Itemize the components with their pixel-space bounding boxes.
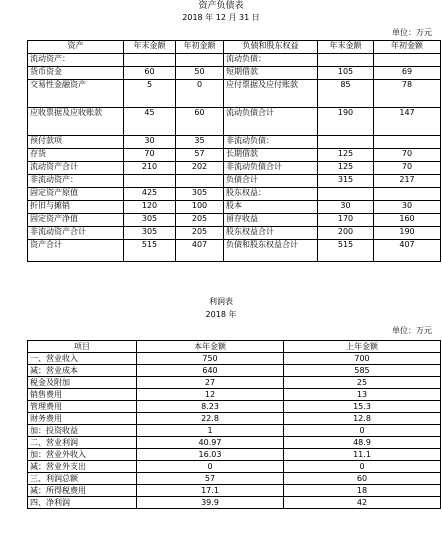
balance-sheet-date: 2018 年 12 月 31 日 (182, 13, 260, 22)
income-statement-cell: 11.1 (284, 449, 441, 461)
balance-sheet-cell: 305 (124, 214, 176, 227)
balance-sheet-cell (374, 188, 441, 201)
balance-sheet-cell: 305 (176, 188, 224, 201)
balance-sheet-row (28, 54, 441, 67)
balance-sheet-cell (374, 136, 441, 149)
income-statement-cell: 27 (137, 377, 284, 389)
balance-sheet-cell: 57 (176, 149, 224, 162)
income-statement-year: 2018 年 (205, 310, 237, 319)
balance-sheet-cell: 负债和股东权益合计 (224, 240, 318, 262)
income-statement-row (28, 401, 441, 413)
income-statement-unit: 单位：万元 (392, 326, 432, 335)
balance-sheet-cell: 60 (176, 108, 224, 136)
balance-sheet-cell: 70 (374, 149, 441, 162)
balance-sheet-header-cell: 年初金额 (176, 41, 224, 54)
balance-sheet-cell: 货币资金 (28, 67, 124, 80)
balance-sheet-row (28, 80, 441, 108)
income-statement-table (27, 340, 441, 509)
balance-sheet-cell: 305 (124, 227, 176, 240)
income-statement-row (28, 365, 441, 377)
balance-sheet-cell: 应付票据及应付账款 (224, 80, 318, 108)
income-statement-cell: 0 (137, 461, 284, 473)
income-statement-cell: 42 (284, 497, 441, 509)
balance-sheet-cell: 407 (176, 240, 224, 262)
balance-sheet-cell: 515 (124, 240, 176, 262)
balance-sheet-header-cell: 年初金额 (374, 41, 441, 54)
income-statement-cell: 8.23 (137, 401, 284, 413)
income-statement-row (28, 461, 441, 473)
balance-sheet-cell (124, 175, 176, 188)
balance-sheet-cell: 125 (318, 149, 374, 162)
balance-sheet-cell: 固定资产净值 (28, 214, 124, 227)
balance-sheet-cell: 125 (318, 162, 374, 175)
income-statement-row (28, 425, 441, 437)
income-statement-row (28, 413, 441, 425)
income-statement-cell: 25 (284, 377, 441, 389)
income-statement-cell: 四、净利润 (28, 497, 137, 509)
balance-sheet-cell: 折旧与摊销 (28, 201, 124, 214)
income-statement-cell: 销售费用 (28, 389, 137, 401)
income-statement-cell: 一、营业收入 (28, 353, 137, 365)
income-statement-cell: 加：营业外收入 (28, 449, 137, 461)
income-statement-cell: 加：投资收益 (28, 425, 137, 437)
income-statement-row (28, 353, 441, 365)
balance-sheet-row (28, 227, 441, 240)
balance-sheet-cell: 预付款项 (28, 136, 124, 149)
balance-sheet-cell: 30 (124, 136, 176, 149)
balance-sheet-cell: 170 (318, 214, 374, 227)
balance-sheet-cell: 存货 (28, 149, 124, 162)
balance-sheet-cell (176, 54, 224, 67)
balance-sheet-cell: 315 (318, 175, 374, 188)
balance-sheet-cell: 股东权益： (224, 188, 318, 201)
income-statement-header-cell: 本年金额 (137, 341, 284, 353)
balance-sheet-cell: 147 (374, 108, 441, 136)
income-statement-title: 利润表 (209, 297, 233, 306)
balance-sheet-cell (318, 54, 374, 67)
balance-sheet-cell: 217 (374, 175, 441, 188)
balance-sheet-row (28, 162, 441, 175)
balance-sheet-cell: 515 (318, 240, 374, 262)
balance-sheet-header-cell: 年末金额 (124, 41, 176, 54)
balance-sheet-cell (176, 175, 224, 188)
income-statement-row (28, 377, 441, 389)
balance-sheet-cell: 30 (374, 201, 441, 214)
balance-sheet-cell: 70 (374, 162, 441, 175)
balance-sheet-cell: 85 (318, 80, 374, 108)
balance-sheet-cell: 105 (318, 67, 374, 80)
income-statement-cell: 财务费用 (28, 413, 137, 425)
income-statement-row (28, 449, 441, 461)
balance-sheet-cell: 120 (124, 201, 176, 214)
balance-sheet-cell: 资产合计 (28, 240, 124, 262)
balance-sheet-cell: 长期借款 (224, 149, 318, 162)
income-statement-cell: 二、营业利润 (28, 437, 137, 449)
balance-sheet-cell: 非流动资产： (28, 175, 124, 188)
balance-sheet-cell (318, 188, 374, 201)
income-statement-cell: 48.9 (284, 437, 441, 449)
income-statement-cell: 减：营业外支出 (28, 461, 137, 473)
income-statement-cell: 750 (137, 353, 284, 365)
income-statement-cell: 640 (137, 365, 284, 377)
balance-sheet-cell: 流动资产： (28, 54, 124, 67)
balance-sheet-cell: 45 (124, 108, 176, 136)
balance-sheet-cell: 流动负债： (224, 54, 318, 67)
balance-sheet-header (28, 41, 441, 54)
balance-sheet-row (28, 136, 441, 149)
balance-sheet-header-cell: 年末金额 (318, 41, 374, 54)
balance-sheet-cell: 100 (176, 201, 224, 214)
income-statement-cell: 585 (284, 365, 441, 377)
income-statement-body (28, 353, 441, 509)
income-statement-header-cell: 上年金额 (284, 341, 441, 353)
balance-sheet-cell (124, 54, 176, 67)
income-statement-cell: 0 (284, 425, 441, 437)
balance-sheet-cell: 留存收益 (224, 214, 318, 227)
balance-sheet-cell: 78 (374, 80, 441, 108)
balance-sheet-cell: 70 (124, 149, 176, 162)
balance-sheet-cell (318, 136, 374, 149)
balance-sheet-body (28, 54, 441, 262)
balance-sheet-cell: 202 (176, 162, 224, 175)
income-statement-cell: 40.97 (137, 437, 284, 449)
income-statement-cell: 三、利润总额 (28, 473, 137, 485)
balance-sheet-cell: 股东权益合计 (224, 227, 318, 240)
income-statement-cell: 18 (284, 485, 441, 497)
income-statement-cell: 管理费用 (28, 401, 137, 413)
income-statement-row (28, 473, 441, 485)
balance-sheet-row (28, 188, 441, 201)
income-statement-cell: 60 (284, 473, 441, 485)
balance-sheet-cell: 160 (374, 214, 441, 227)
income-statement-cell: 15.3 (284, 401, 441, 413)
balance-sheet-row (28, 149, 441, 162)
balance-sheet-cell: 35 (176, 136, 224, 149)
income-statement-cell: 减：营业成本 (28, 365, 137, 377)
income-statement-header-cell: 项目 (28, 341, 137, 353)
income-statement-cell: 1 (137, 425, 284, 437)
balance-sheet-row (28, 108, 441, 136)
balance-sheet-cell: 应收票据及应收账款 (28, 108, 124, 136)
balance-sheet-cell: 205 (176, 214, 224, 227)
income-statement-header (28, 341, 441, 353)
balance-sheet-cell: 非流动负债合计 (224, 162, 318, 175)
income-statement-row (28, 437, 441, 449)
balance-sheet-cell: 30 (318, 201, 374, 214)
income-statement-row (28, 485, 441, 497)
income-statement-cell: 减：所得税费用 (28, 485, 137, 497)
balance-sheet-cell: 非流动负债： (224, 136, 318, 149)
balance-sheet-cell: 205 (176, 227, 224, 240)
balance-sheet-cell: 407 (374, 240, 441, 262)
balance-sheet-cell: 交易性金融资产 (28, 80, 124, 108)
balance-sheet-cell: 425 (124, 188, 176, 201)
balance-sheet-row (28, 67, 441, 80)
balance-sheet-cell: 0 (176, 80, 224, 108)
balance-sheet-cell: 固定资产原值 (28, 188, 124, 201)
balance-sheet-cell: 短期借款 (224, 67, 318, 80)
income-statement-cell: 17.1 (137, 485, 284, 497)
income-statement-cell: 22.8 (137, 413, 284, 425)
balance-sheet-cell: 50 (176, 67, 224, 80)
balance-sheet-cell: 200 (318, 227, 374, 240)
income-statement-cell: 税金及附加 (28, 377, 137, 389)
balance-sheet-cell: 190 (318, 108, 374, 136)
balance-sheet-row (28, 240, 441, 262)
balance-sheet-cell: 69 (374, 67, 441, 80)
balance-sheet-cell: 190 (374, 227, 441, 240)
balance-sheet-cell: 60 (124, 67, 176, 80)
balance-sheet-row (28, 201, 441, 214)
balance-sheet-cell: 210 (124, 162, 176, 175)
balance-sheet-table (27, 40, 441, 262)
balance-sheet-cell: 流动负债合计 (224, 108, 318, 136)
balance-sheet-header-cell: 资产 (28, 41, 124, 54)
balance-sheet-cell: 5 (124, 80, 176, 108)
income-statement-cell: 13 (284, 389, 441, 401)
income-statement-row (28, 389, 441, 401)
income-statement-cell: 12.8 (284, 413, 441, 425)
balance-sheet-cell: 非流动资产合计 (28, 227, 124, 240)
income-statement-cell: 16.03 (137, 449, 284, 461)
income-statement-cell: 0 (284, 461, 441, 473)
income-statement-cell: 12 (137, 389, 284, 401)
balance-sheet-header-cell: 负债和股东权益 (224, 41, 318, 54)
balance-sheet-row (28, 214, 441, 227)
income-statement-cell: 700 (284, 353, 441, 365)
income-statement-cell: 57 (137, 473, 284, 485)
balance-sheet-cell (374, 54, 441, 67)
balance-sheet-cell: 股本 (224, 201, 318, 214)
balance-sheet-cell: 负债合计 (224, 175, 318, 188)
balance-sheet-unit: 单位：万元 (392, 28, 432, 37)
income-statement-cell: 39.9 (137, 497, 284, 509)
balance-sheet-row (28, 175, 441, 188)
income-statement-row (28, 497, 441, 509)
balance-sheet-title: 资产负债表 (198, 1, 244, 11)
balance-sheet-cell: 流动资产合计 (28, 162, 124, 175)
